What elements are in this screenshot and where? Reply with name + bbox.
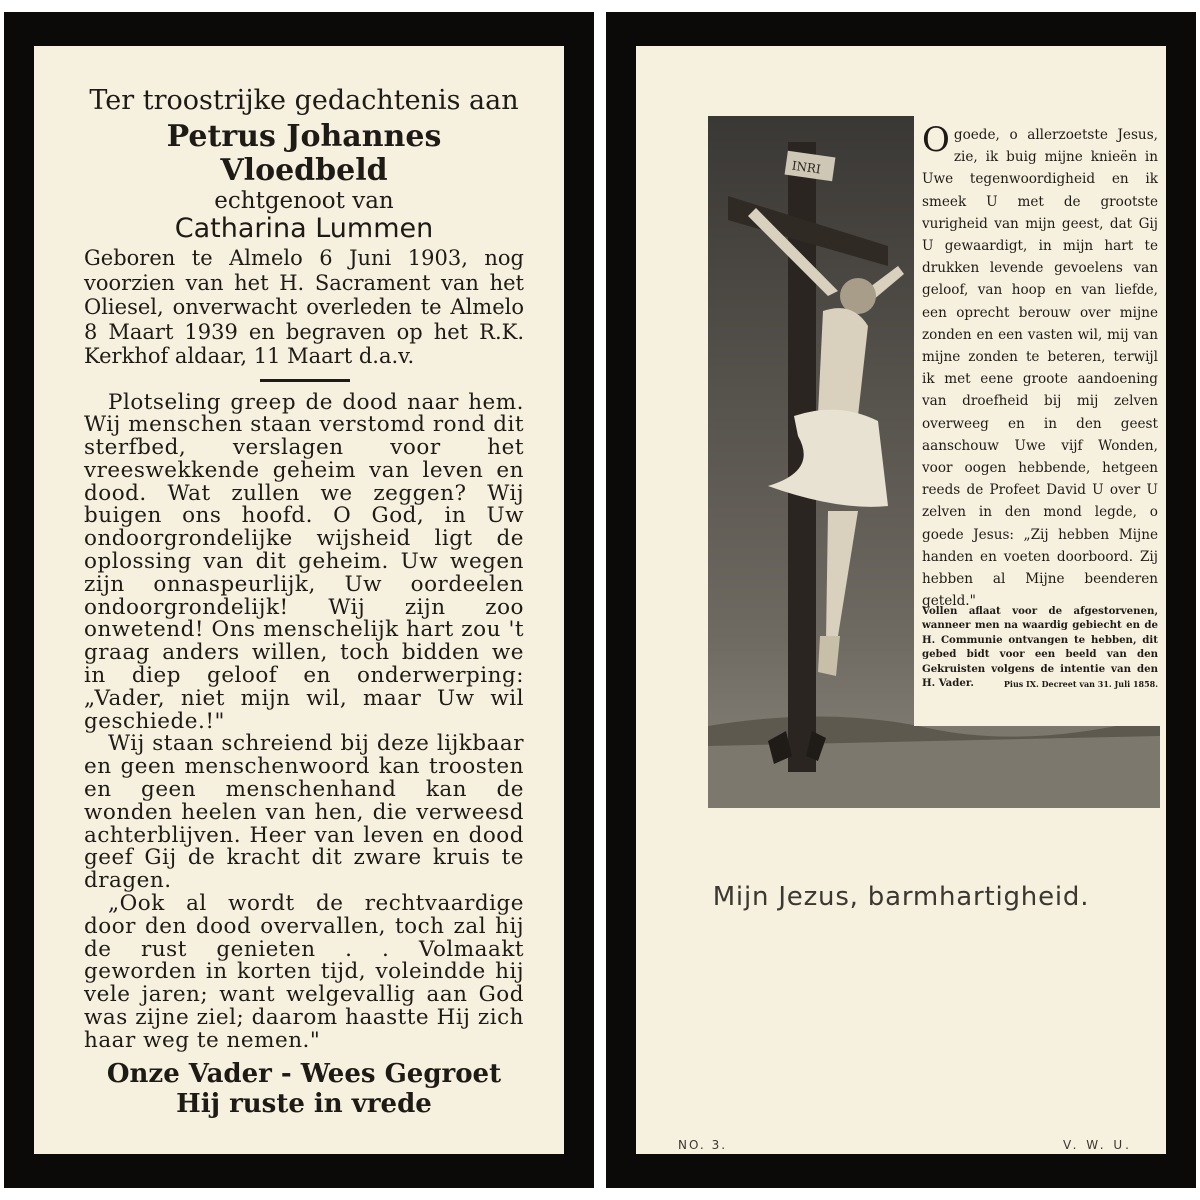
spouse-label: echtgenoot van bbox=[214, 188, 394, 214]
figure-head bbox=[840, 278, 876, 314]
paragraph-mourning: Wij staan schreiend bij deze lijkbaar en geen menschenwoord kan troosten en geen menschenhand kan de wonden heelen van hen, die verweesd achterblijven. Heer van leven en dood geef Gij de kracht dit zware kruis te dragen. bbox=[84, 731, 524, 894]
indulgence-note bbox=[922, 604, 1158, 691]
divider-rule bbox=[260, 379, 350, 382]
loincloth bbox=[768, 410, 888, 507]
paragraph-scripture: „Ook al wordt de rechtvaardige door den dood overvallen, toch zal hij de rust genieten . . Volmaakt geworden in korten tijd, voleindde hij vele jaren; want welgevallig aan God was zijne ziel; daarom haastte Hij zich haar weg te nemen." bbox=[84, 891, 524, 1053]
spouse-name: Catharina Lummen bbox=[174, 213, 434, 244]
intro-line: Ter troostrijke gedachtenis aan bbox=[89, 85, 519, 116]
left-card-paper bbox=[34, 46, 564, 1154]
rest-in-peace: Hij ruste in vrede bbox=[176, 1088, 432, 1119]
prayer-body: goede, o allerzoetste Jesus, zie, ik buig mijne knieën in Uwe tegenwoordigheid en ik smeek U met de grootste vurigheid van mijn geest, dat Gij U gewaardigt, in mijn hart te drukken levende gevoelens van geloof, van hoop en van liefde, een oprecht berouw over mijne zonden en een vasten wil, mij van mijne zonden te beteren, terwijl ik met eene groote aandoening van droefheid bij mij zelven overweeg en in den geest aanschouw Uwe vijf Wonden, voor oogen hebbende, hetgeen reeds de Profeet David U over U zelven in den mond legde, o goede Jesus: „Zij hebben Mijne handen en voeten doorboord. Zij hebben al Mijne beenderen geteld." bbox=[922, 127, 1158, 610]
prayer-text bbox=[922, 120, 1158, 612]
left-memorial-card bbox=[4, 12, 594, 1188]
paragraph-sudden-death: Plotseling greep de dood naar hem. Wij menschen staan verstomd rond dit sterfbed, verslagen voor het vreeswekkende geheim van leven en dood. Wat zullen we zeggen? Wij buigen ons hoofd. O God, in Uw ondoorgrondelijke wijsheid ligt de oplossing van dit geheim. Uw wegen zijn onnaspeurlijk, Uw oordeelen ondoorgrondelijk! Wij zijn zoo onwetend! Ons menschelijk hart zou 't graag anders willen, toch bidden we in diep geloof en onderwerping: „Vader, niet mijn wil, maar Uw wil geschiede.!" bbox=[84, 389, 524, 734]
deceased-name: Petrus Johannes Vloedbeld bbox=[166, 119, 442, 188]
right-card-paper bbox=[636, 46, 1166, 1154]
memorial-text-block bbox=[84, 86, 524, 1119]
figure-torso bbox=[818, 308, 868, 420]
prayers-line: Onze Vader - Wees Gegroet bbox=[106, 1058, 502, 1089]
indulgence-source: Pius IX. Decreet van 31. Juli 1858. bbox=[1003, 679, 1158, 690]
prayer-initial: O bbox=[922, 120, 950, 160]
card-number: NO. 3. bbox=[678, 1138, 728, 1152]
biography: Geboren te Almelo 6 Juni 1903, nog voorzien van het H. Sacrament van het Oliesel, onverwacht overleden te Almelo 8 Maart 1939 en begraven op het R.K. Kerkhof aldaar, 11 Maart d.a.v. bbox=[84, 246, 524, 368]
prayer-panel bbox=[914, 116, 1160, 726]
figure-legs bbox=[826, 511, 858, 641]
figure-feet bbox=[818, 636, 840, 676]
right-memorial-card bbox=[606, 12, 1196, 1188]
aspiration-line: Mijn Jezus, barmhartigheid. bbox=[712, 882, 1090, 912]
publisher-mark: V. W. U. bbox=[1062, 1138, 1132, 1152]
inri-text: INRI bbox=[790, 158, 822, 177]
indulgence-text: Vollen aflaat voor de afgestorvenen, wanneer men na waardig gebiecht en de H. Communie ontvangen te hebben, dit gebed bidt voor een beeld van den Gekruisten volgens de intentie van den H. Vader. bbox=[922, 605, 1158, 690]
